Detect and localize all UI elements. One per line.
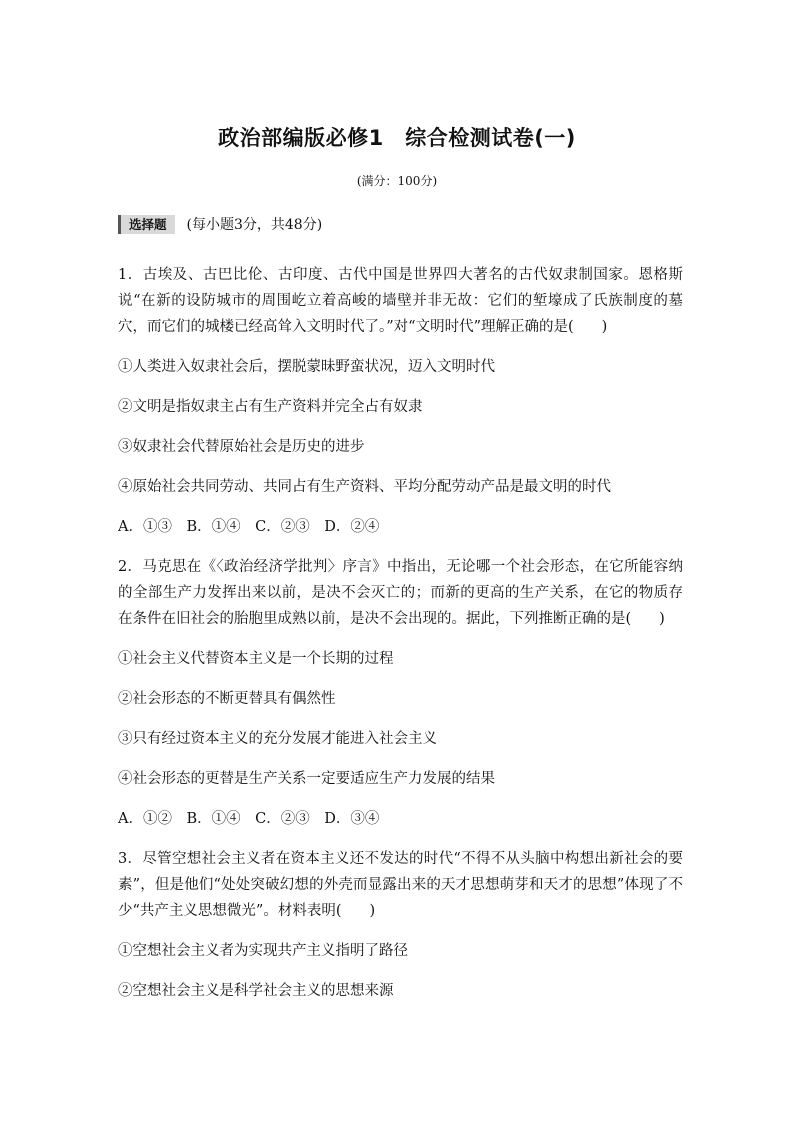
- question-2: [118, 554, 683, 832]
- question-options: A．①② B．①④ C．②③ D．③④: [118, 811, 380, 827]
- question-stem: 1．古埃及、古巴比伦、古印度、古代中国是世界四大著名的古代奴隶制国家。恩格斯说“在新的设防城市的周围屹立着高峻的墙壁并非无故：它们的堑壕成了氏族制度的墓穴，而它们的城楼已经高耸入文明时代了。”对“文明时代”理解正确的是( ): [118, 267, 683, 335]
- page-title: 政治部编版必修1 综合检测试卷(一): [218, 126, 576, 150]
- question-item: ③只有经过资本主义的充分发展才能进入社会主义: [118, 731, 437, 747]
- question-list: [118, 262, 683, 1018]
- section-header: [118, 214, 322, 234]
- question-item: ①人类进入奴隶社会后，摆脱蒙昧野蛮状况，迈入文明时代: [118, 359, 495, 375]
- question-3: [118, 846, 683, 1004]
- section-note: (每小题3分，共48分): [186, 217, 323, 233]
- question-item: ③奴隶社会代替原始社会是历史的进步: [118, 439, 365, 455]
- question-1: [118, 262, 683, 540]
- question-options: A．①③ B．①④ C．②③ D．②④: [118, 519, 380, 535]
- question-item: ④社会形态的更替是生产关系一定要适应生产力发展的结果: [118, 771, 495, 787]
- question-item: ②空想社会主义是科学社会主义的思想来源: [118, 983, 394, 999]
- question-stem: 2．马克思在《〈政治经济学批判〉序言》中指出，无论哪一个社会形态，在它所能容纳的全部生产力发挥出来以前，是决不会灭亡的；而新的更高的生产关系，在它的物质存在条件在旧社会的胎胞里成熟以前，是决不会出现的。据此，下列推断正确的是( ): [118, 559, 683, 627]
- question-stem: 3．尽管空想社会主义者在资本主义还不发达的时代“不得不从头脑中构想出新社会的要素”，但是他们“处处突破幻想的外壳而显露出来的天才思想萌芽和天才的思想”体现了不少“共产主义思想微光”。材料表明( ): [118, 851, 683, 919]
- question-item: ①空想社会主义者为实现共产主义指明了路径: [118, 943, 408, 959]
- question-item: ②文明是指奴隶主占有生产资料并完全占有奴隶: [118, 399, 423, 415]
- score-note: (满分：100分): [356, 174, 438, 188]
- section-label: 选择题: [118, 215, 175, 234]
- question-item: ④原始社会共同劳动、共同占有生产资料、平均分配劳动产品是最文明的时代: [118, 479, 611, 495]
- question-item: ①社会主义代替资本主义是一个长期的过程: [118, 651, 394, 667]
- question-item: ②社会形态的不断更替具有偶然性: [118, 691, 336, 707]
